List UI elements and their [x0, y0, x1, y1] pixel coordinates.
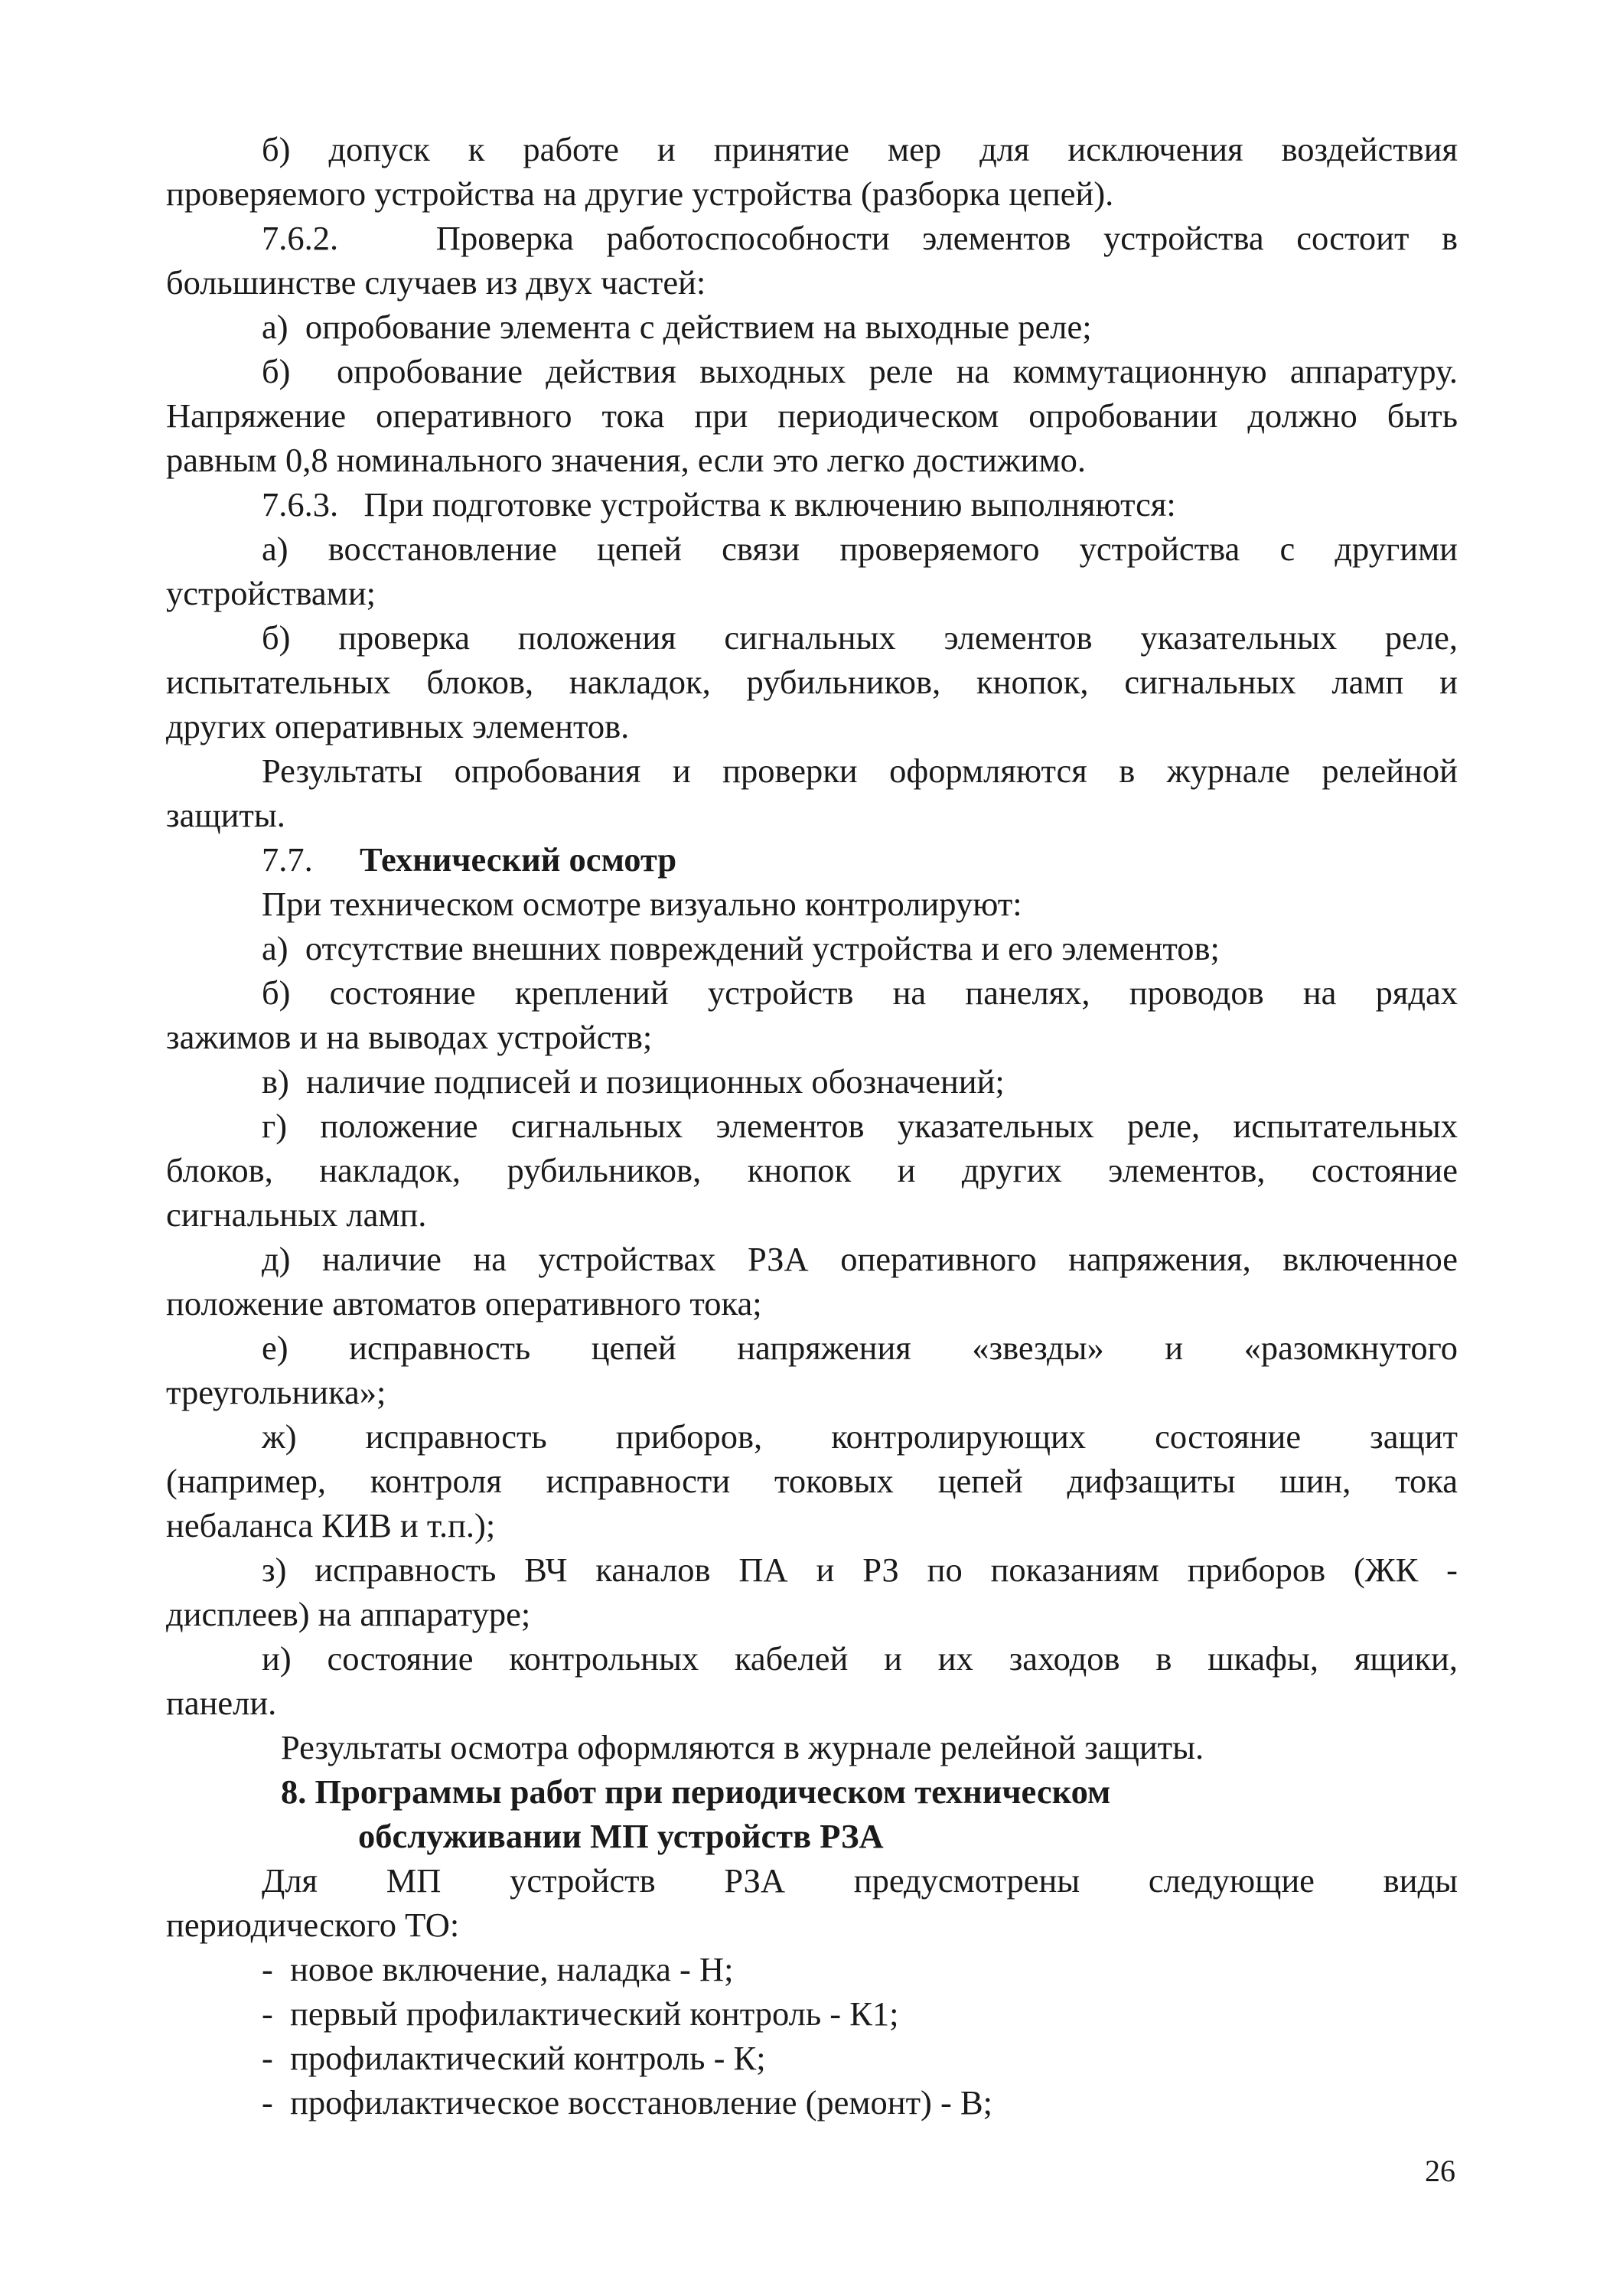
section-heading-7-7 — [262, 837, 1458, 882]
text-line: равным 0,8 номинального значения, если это легко достижимо. — [166, 441, 1086, 479]
text-line: положение автоматов оперативного тока; — [166, 1284, 762, 1322]
dash-list-item: - новое включение, наладка - Н; — [262, 1950, 734, 1988]
text-line: защиты. — [166, 796, 285, 834]
text-line: блоков, накладок, рубильников, кнопок и других элементов, состояние — [166, 1151, 1458, 1189]
list-item: б) проверка положения сигнальных элементов указательных реле, — [262, 618, 1458, 657]
list-item: и) состояние контрольных кабелей и их заходов в шкафы, ящики, — [262, 1639, 1458, 1678]
list-item: а) восстановление цепей связи проверяемого устройства с другими — [262, 530, 1458, 568]
section-number: 7.7. — [262, 840, 313, 879]
text-line: Для МП устройств РЗА предусмотрены следующие виды — [262, 1861, 1458, 1900]
text-line: устройствами; — [166, 574, 376, 612]
list-item: е) исправность цепей напряжения «звезды» и «разомкнутого — [262, 1329, 1458, 1367]
text-line: других оперативных элементов. — [166, 707, 630, 745]
section-title: Технический осмотр — [360, 840, 677, 879]
dash-list-item: - профилактический контроль - К; — [262, 2039, 766, 2077]
text-line: большинстве случаев из двух частей: — [166, 263, 706, 302]
list-item: в) наличие подписей и позиционных обозначений; — [262, 1062, 1005, 1101]
text-line: дисплеев) на аппаратуре; — [166, 1595, 531, 1633]
chapter-heading-line-2: обслуживании МП устройств РЗА — [358, 1817, 884, 1855]
text-line: треугольника»; — [166, 1373, 386, 1411]
text-line: (например, контроля исправности токовых цепей дифзащиты шин, тока — [166, 1462, 1458, 1500]
text-line: Результаты осмотра оформляются в журнале релейной защиты. — [281, 1728, 1204, 1766]
page-number: 26 — [1425, 2154, 1455, 2188]
section-heading-7-6-3: 7.6.3. При подготовке устройства к включению выполняются: — [262, 485, 1176, 523]
list-item: ж) исправность приборов, контролирующих состояние защит — [262, 1417, 1458, 1456]
text-line: небаланса КИВ и т.п.); — [166, 1506, 496, 1544]
list-item: з) исправность ВЧ каналов ПА и РЗ по показаниям приборов (ЖК - — [262, 1551, 1458, 1589]
text-line: Результаты опробования и проверки оформляются в журнале релейной — [262, 752, 1458, 790]
chapter-heading-line-1: 8. Программы работ при периодическом техническом — [281, 1773, 1111, 1811]
text-line: сигнальных ламп. — [166, 1195, 427, 1234]
list-item: б) опробование действия выходных реле на коммутационную аппаратуру. — [262, 352, 1458, 390]
list-item: а) отсутствие внешних повреждений устройства и его элементов; — [262, 929, 1220, 967]
list-item: д) наличие на устройствах РЗА оперативного напряжения, включенное — [262, 1240, 1458, 1278]
text-line: проверяемого устройства на другие устройства (разборка цепей). — [166, 174, 1114, 213]
text-line: б) допуск к работе и принятие мер для исключения воздействия — [262, 130, 1458, 168]
text-line: Напряжение оперативного тока при периодическом опробовании должно быть — [166, 396, 1458, 435]
text-line: периодического ТО: — [166, 1906, 460, 1944]
text-line: панели. — [166, 1684, 277, 1722]
text-line: 7.6.2. Проверка работоспособности элементов устройства состоит в — [262, 219, 1458, 257]
list-item: а) опробование элемента с действием на выходные реле; — [262, 308, 1092, 346]
dash-list-item: - первый профилактический контроль - К1; — [262, 1994, 899, 2033]
text-line: При техническом осмотре визуально контролируют: — [262, 885, 1022, 923]
list-item: б) состояние креплений устройств на панелях, проводов на рядах — [262, 974, 1458, 1012]
text-line: зажимов и на выводах устройств; — [166, 1018, 653, 1056]
list-item: г) положение сигнальных элементов указательных реле, испытательных — [262, 1107, 1458, 1145]
dash-list-item: - профилактическое восстановление (ремонт) - В; — [262, 2083, 992, 2122]
text-line: испытательных блоков, накладок, рубильников, кнопок, сигнальных ламп и — [166, 663, 1458, 701]
